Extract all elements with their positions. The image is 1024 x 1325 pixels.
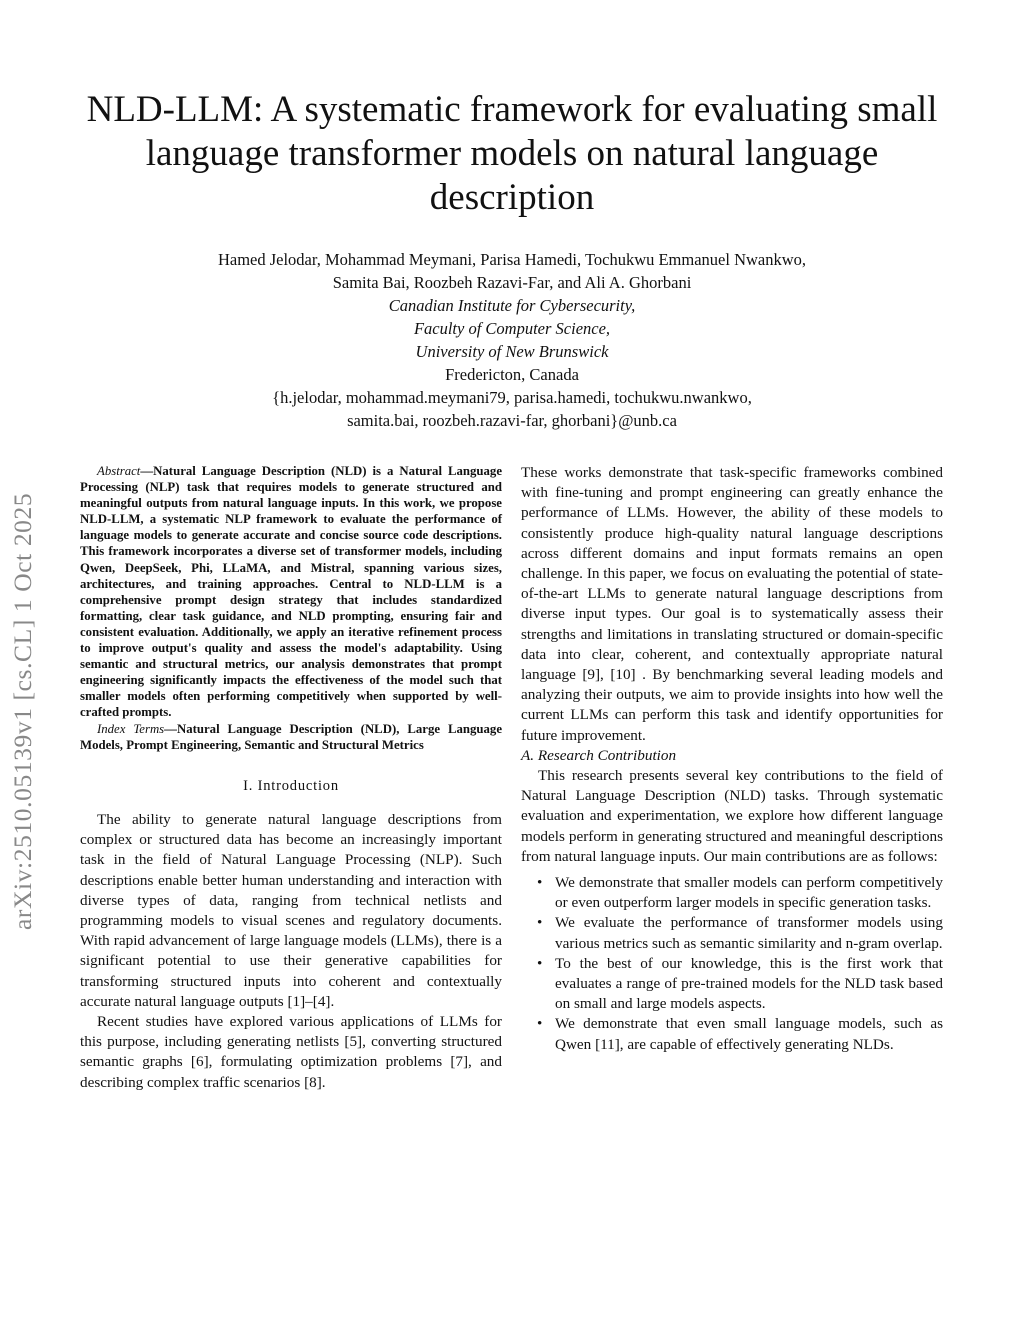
list-item: • We demonstrate that smaller models can perform competitively or even outperform larger models in specific generation tasks. <box>521 873 943 913</box>
intro-paragraph: The ability to generate natural language descriptions from complex or structured data has become an increasingly important task in the field of Natural Language Processing (NLP). Such descriptions enable better human understanding and interaction with diverse types of data, ranging from technical netlists and programming models to visual scenes and regulatory documents. With rapid advancement of large language models (LLMs), there is a significant potential to use their generative capabilities for transforming structured inputs into coherent and contextually accurate natural language outputs [1]–[4]. <box>80 810 502 1010</box>
authors-line: Samita Bai, Roozbeh Razavi-Far, and Ali A. Ghorbani <box>332 273 692 292</box>
affiliation: University of New Brunswick <box>415 342 609 361</box>
authors-line: Hamed Jelodar, Mohammad Meymani, Parisa Hamedi, Tochukwu Emmanuel Nwankwo, <box>217 250 807 269</box>
emails: samita.bai, roozbeh.razavi-far, ghorbani}@unb.ca <box>347 411 677 430</box>
contribution-paragraph: This research presents several key contributions to the field of Natural Language Description (NLD) tasks. Through systematic evaluation and experimentation, we explore how different language models perform in generating structured and meaningful descriptions from natural language inputs. Our main contributions are as follows: <box>521 767 943 865</box>
intro-paragraph: Recent studies have explored various applications of LLMs for this purpose, including generating netlists [5], converting structured semantic graphs [6], formulating optimization problems [7], and describing complex traffic scenarios [8]. <box>80 1012 502 1091</box>
author-block <box>130 248 894 432</box>
contribution-list <box>521 873 943 1055</box>
arxiv-identifier: arXiv:2510.05139v1 [cs.CL] 1 Oct 2025 <box>8 492 37 930</box>
list-item: • We demonstrate that even small language models, such as Qwen [11], are capable of effectively generating NLDs. <box>521 1014 943 1054</box>
right-column <box>521 463 943 1055</box>
affiliation: Canadian Institute for Cybersecurity, <box>388 296 636 315</box>
left-column <box>80 463 502 1093</box>
section-heading-introduction: I. Introduction <box>243 777 339 794</box>
location: Fredericton, Canada <box>445 365 579 384</box>
subsection-heading-contribution: A. Research Contribution <box>521 746 677 764</box>
list-item: • To the best of our knowledge, this is the first work that evaluates a range of pre-trained models for the NLD task based on small and large models aspects. <box>521 954 943 1015</box>
index-terms <box>80 721 502 753</box>
affiliation: Faculty of Computer Science, <box>413 319 611 338</box>
list-item: • We evaluate the performance of transformer models using various metrics such as semantic similarity and n-gram overlap. <box>521 913 943 953</box>
paper-title: NLD-LLM: A systematic framework for evaluating small language transformer models on natural language description <box>86 89 938 218</box>
abstract-label: Abstract <box>97 464 141 478</box>
intro-paragraph-continued: These works demonstrate that task-specific frameworks combined with fine-tuning and prompt engineering can greatly enhance the performance of LLMs. However, the ability of these models to consistently produce high-quality natural language descriptions across different domains and input formats remains an open challenge. In this paper, we focus on evaluating the potential of state-of-the-art LLMs to generate natural language descriptions from diverse input types. Our goal is to systematically assess their strengths and limitations in translating structured or domain-specific data into clear, coherent, and contextually appropriate natural language [9], [10] . By benchmarking several leading models and analyzing their outputs, we aim to provide insights into how well the current LLMs can perform this task and identify opportunities for future improvement. <box>521 464 943 744</box>
emails: {h.jelodar, mohammad.meymani79, parisa.hamedi, tochukwu.nwankwo, <box>272 388 752 407</box>
abstract <box>80 463 502 721</box>
index-terms-label: Index Terms <box>97 721 165 736</box>
index-terms-text: —Natural Language Description (NLD), Large Language Models, Prompt Engineering, Semantic and Structural Metrics <box>80 721 502 752</box>
abstract-text: —Natural Language Description (NLD) is a Natural Language Processing (NLP) task that requires models to generate structured and meaningful outputs from natural language inputs. In this work, we propose NLD-LLM, a systematic NLP framework to evaluate the performance of language models to generate accurate and concise source code descriptions. This framework incorporates a diverse set of transformer models, including Qwen, DeepSeek, Phi, LLaMA, and Mistral, spanning various sizes, architectures, and training approaches. Central to NLD-LLM is a comprehensive prompt design strategy that includes standardized formatting, clear task guidance, and NLD prompting, ensuring fair and consistent evaluation. Additionally, we apply an iterative refinement process to improve output's quality and assess the model's adaptability. Using semantic and structural metrics, our analysis demonstrates that prompt engineering significantly impacts the effectiveness of the model such that smaller models often performing competitively when supported by well-crafted prompts. <box>80 464 502 720</box>
